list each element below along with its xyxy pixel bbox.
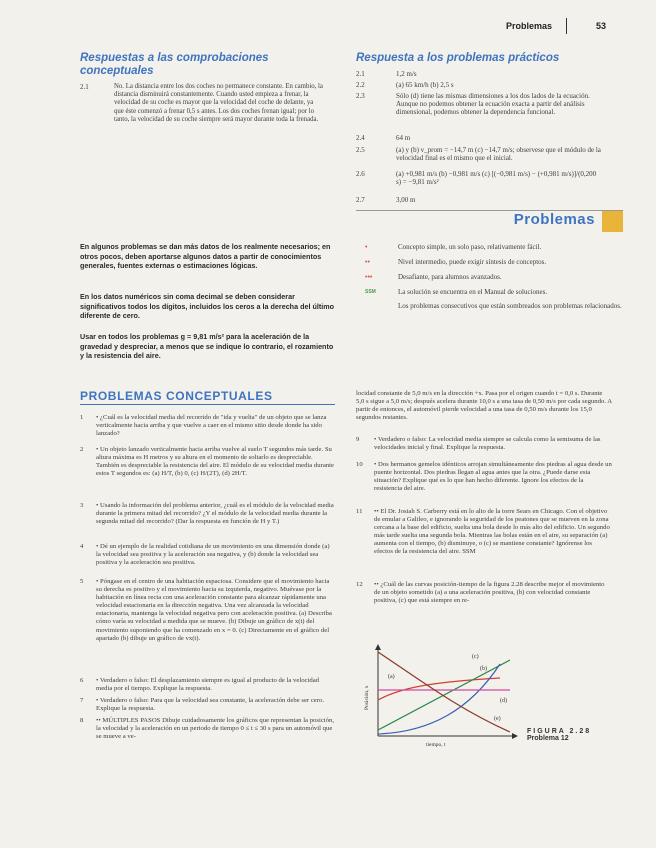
concept-answers-list <box>80 80 340 170</box>
figure-caption-label: FIGURA 2.28 <box>527 728 592 735</box>
page-number: 53 <box>596 21 607 31</box>
problem-item: 2 • Un objeto lanzado verticalmente hacia arriba vuelve al suelo T segundos más tarde. Su altura máxima es H metros y su altura en el momento de soltarlo es despreciable. También es despreciable la resistencia del aire. El módulo de su velocidad media durante estos T segundos es: (a) H/T, (b) 0, (c) H/(2T), (d) 2H/T. <box>80 446 334 478</box>
curve-label-c: (c) <box>472 654 479 660</box>
problems-banner-title: Problemas <box>513 211 595 228</box>
problem-item: 6 • Verdadero o falso: El desplazamiento siempre es igual al producto de la velocidad media por el tiempo. Explique la respuesta. <box>80 677 320 693</box>
concept-answer-number: 2.1 <box>80 83 89 91</box>
header-divider <box>566 18 567 34</box>
curve-label-e: (e) <box>494 716 501 722</box>
concept-answers-title <box>80 52 340 78</box>
difficulty-dot-icon: • <box>365 243 368 251</box>
intro-paragraph-3: Usar en todos los problemas g = 9,81 m/s² para la aceleración de la gravedad y despreciar, a menos que se indique lo contrario, el rozamiento y la resistencia del aire. <box>80 332 334 361</box>
ssm-badge-icon: SSM <box>365 289 376 295</box>
running-header-section: Problemas <box>506 21 553 31</box>
intro-paragraph-1: En algunos problemas se dan más datos de los realmente necesarios; en otros pocos, deben aportarse algunos datos a partir de conocimientos generales, fuentes externas o estimaciones lógicas. <box>80 242 331 271</box>
figure-caption-text: Problema 12 <box>527 735 569 742</box>
difficulty-dot-icon: ••• <box>365 273 373 281</box>
conceptual-problems-heading: PROBLEMAS CONCEPTUALES <box>80 389 273 403</box>
concept-answers-title-line1: Respuestas a las comprobaciones <box>80 52 269 64</box>
practice-answers-title: Respuesta a los problemas prácticos <box>356 52 560 64</box>
problem-item: 4 • Dé un ejemplo de la realidad cotidiana de un movimiento en una dimensión donde (a) la velocidad sea positiva y la aceleración sea negativa, y (b) donde la velocidad sea positiva y la aceleración sea positiva. <box>80 543 330 567</box>
difficulty-dot-icon: •• <box>365 258 370 266</box>
banner-accent-block <box>602 211 623 232</box>
textbook-page: Problemas 53 Respuestas a las comprobaciones conceptuales 2.1 No. La distancia entre los dos coches no permanece constante. En cambio, la distancia disminuirá constantemente. Cuando usted empieza a frenar, la velocidad de su coche es mayor que la velocidad del coche de delante, ya que éste comenzó a frenar 0,5 s antes. Los dos coches frenan igual; por lo tanto, la velocidad de su coche siempre será mayor durante toda la frenada. Respuesta a los problemas prácticos 2.1 1,2 m/s 2.2 (a) 65 km/h (b) 2,5 s 2.3 Sólo (d) tiene las mismas dimensiones a los dos lados de la ecuación. Aunque no podemos obtener la ecuación exacta a partir del análisis dimensional, podemos obtener la dependencia funcional. 2.4 64 m 2.5 (a) y (b) v_prom = −14,7 m (c) −14,7 m/s; observese que el módulo de la velocidad final es el mismo que el inicial. 2.6 (a) +0,981 m/s (b) −0,981 m/s (c) [(−0,981 m/s) − (+0,981 m/s)]/(0,200 s) = −9,81 m/s² 2.7 3,00 m Problemas En algunos problemas se dan más datos de los realmente necesarios; en otros pocos, deben aportarse algunos datos a partir de conocimientos generales, fuentes externas o estimaciones lógicas. En los datos numéricos sin coma decimal se deben considerar significativos todos los dígitos, incluidos los ceros a la derecha del último diferente de cero. Usar en todos los problemas g = 9,81 m/s² para la aceleración de la gravedad y despreciar, a menos que se indique lo contrario, el rozamiento y la resistencia del aire. • Concepto simple, un solo paso, relativamente fácil. •• Nivel intermedio, puede exigir síntesis de conceptos. ••• Desafiante, para alumnos avanzados. SSM La solución se encuentra en el Manual de soluciones. Los problemas consecutivos que están sombreados son problemas relacionados. PROBLEMAS CONCEPTUALES 1 • ¿Cuál es la velocidad media del recorrido de "ida y vuelta" de un objeto que se lanza verticalmente hacia arriba y que vuelve a caer en el mismo sitio desde donde ha sido lanzado? 2 • Un objeto lanzado verticalmente hacia arriba vuelve al suelo T segundos más tarde. Su altura máxima es H metros y su altura en el momento de soltarlo es despreciable. También es despreciable la resistencia del aire. El módulo de su velocidad media durante estos T segundos es: (a) H/T, (b) 0, (c) H/(2T), (d) 2H/T. 3 • Usando la información del problema anterior, ¿cuál es el módulo de la velocidad media durante la primera mitad del recorrido? ¿Y el módulo de la velocidad media durante la segunda mitad del recorrido? (Dar la respuesta en función de H y T.) 4 • Dé un ejemplo de la realidad cotidiana de un movimiento en una dimensión donde (a) la velocidad sea positiva y la aceleración sea negativa, y (b) donde la velocidad sea positiva y la aceleración sea positiva. 5 • Póngase en el centro de una habitación espaciosa. Considere que el movimiento hacia su derecha es positivo y el movimiento hacia su izquierda, negativo. Muévase por la habitación en línea recta con una aceleración constante para alcanzar rápidamente una velocidad estacionaria en la dirección negativa. Una vez alcanzada la velocidad estacionaria, mantenga la velocidad negativa pero con aceleración positiva. (a) Describa cómo varía su velocidad a medida que se mueve. (b) Dibuje un gráfico de x(t) del movimiento suponiendo que ha comenzado en x = 0. (c) Directamente en el gráfico del apartado (b) dibuje un gráfico de vx(t). 6 • Verdadero o falso: El desplazamiento siempre es igual al producto de la velocidad media por el tiempo. Explique la respuesta. 7 • Verdadero o falso: Para que la velocidad sea constante, la aceleración debe ser cero. Explique la respuesta. 8 •• MÚLTIPLES PASOS Dibuje cuidadosamente los gráficos que representan la posición, la velocidad y la aceleración en un periodo de tiempo 0 ≤ t ≤ 30 s para un automóvil que se mueve a ve- locidad constante de 5,0 m/s en la dirección +x. Pasa por el origen cuando t = 0,0 s. Durante 5,0 s sigue a 5,0 m/s; después acelera durante 10,0 s a una tasa de 0,50 m/s por cada segundo. A partir de entonces, el automóvil pierde velocidad a una tasa de 0,50 m/s durante los 15,0 segundos restantes. 9 • Verdadero o falso: La velocidad media siempre se calcula como la semisuma de las velocidades inicial y final. Explique la respuesta. 10 • Dos hermanos gemelos idénticos arrojan simultáneamente dos piedras al agua desde un puente horizontal. Dos piedras llegan al agua antes que la otra. ¿Puede darse esta situación? Explique qué es lo que han hecho diferente. Ignore los efectos de la resistencia del aire. 11 •• El Dr. Josiah S. Carberry está en lo alto de la torre Sears en Chicago. Con el objetivo de emular a Galileo, e ignorando la seguridad de los peatones que se mueven en la zona cercana a la base del edificio, suelta una bola desde lo más alto del edificio. Un segundo más tarde suelta una segunda bola. Mientras las bolas están en el aire, su separación (a) aumenta con el tiempo, (b) disminuye, o (c) se mantiene constante? Ignórense los efectos de la resistencia del aire. SSM 12 •• ¿Cuál de las curvas posición-tiempo de la figura 2.28 describe mejor el movimiento de un objeto sometido (a) a una aceleración positiva, (b) con velocidad constante positiva, (c) que está siempre en re- (a) (b) (c) (d) (e) Posición, x tiempo, t FIGURA 2.28 Problema 12 <box>0 0 656 848</box>
curve-label-b: (b) <box>480 666 487 672</box>
figure-caption <box>527 728 591 742</box>
curve-label-d: (d) <box>500 698 507 704</box>
curve-a <box>378 678 500 700</box>
x-axis-arrow-icon <box>512 733 518 739</box>
x-axis-label: tiempo, t <box>426 742 446 748</box>
curve-b <box>378 660 510 730</box>
problem-item: 9 • Verdadero o falso: La velocidad media siempre se calcula como la semisuma de las velocidades inicial y final. Explique la respuesta. <box>356 436 601 452</box>
problem-item: 12 •• ¿Cuál de las curvas posición-tiempo de la figura 2.28 describe mejor el movimiento de un objeto sometido (a) a una aceleración positiva, (b) con velocidad constante positiva, (c) que está siempre en re- <box>356 581 605 605</box>
heading-rule <box>80 404 335 405</box>
problem-item: 7 • Verdadero o falso: Para que la velocidad sea constante, la aceleración debe ser cero. Explique la respuesta. <box>80 697 324 713</box>
problem-item: 1 • ¿Cuál es la velocidad media del recorrido de "ida y vuelta" de un objeto que se lanza verticalmente hacia arriba y que vuelve a caer en el mismo sitio desde donde ha sido lanzado? <box>80 414 327 438</box>
curve-label-a: (a) <box>388 674 395 680</box>
problem-item: 11 •• El Dr. Josiah S. Carberry está en lo alto de la torre Sears en Chicago. Con el objetivo de emular a Galileo, e ignorando la seguridad de los peatones que se mueven en la zona cercana a la base del edificio, suelta una bola desde lo más alto del edificio. Un segundo más tarde suelta una segunda bola. Mientras las bolas están en el aire, su separación (a) aumenta con el tiempo, (b) disminuye, o (c) se mantiene constante? Ignórense los efectos de la resistencia del aire. SSM <box>356 508 610 556</box>
concept-answer-text: No. La distancia entre los dos coches no permanece constante. En cambio, la distancia disminuirá constantemente. Cuando usted empieza a frenar, la velocidad de su coche es mayor que la velocidad del coche de delante, ya que éste comenzó a frenar 0,5 s antes. Los dos coches frenan igual; por lo tanto, la velocidad de su coche siempre será mayor durante toda la frenada. <box>114 83 323 123</box>
problem-item: locidad constante de 5,0 m/s en la dirección +x. Pasa por el origen cuando t = 0,0 s. Durante 5,0 s sigue a 5,0 m/s; después acelera durante 10,0 s a una tasa de 0,50 m/s por cada segundo. A partir de entonces, el automóvil pierde velocidad a una tasa de 0,50 m/s durante los 15,0 segundos restantes. <box>356 390 612 422</box>
problem-item: 5 • Póngase en el centro de una habitación espaciosa. Considere que el movimiento hacia su derecha es positivo y el movimiento hacia su izquierda, negativo. Muévase por la habitación en línea recta con una aceleración constante para alcanzar rápidamente una velocidad estacionaria en la dirección negativa. Una vez alcanzada la velocidad estacionaria, mantenga la velocidad negativa pero con aceleración positiva. (a) Describa cómo varía su velocidad a medida que se mueve. (b) Dibuje un gráfico de x(t) del movimiento suponiendo que ha comenzado en x = 0. (c) Directamente en el gráfico del apartado (b) dibuje un gráfico de vx(t). <box>80 578 332 642</box>
problems-banner <box>356 210 623 232</box>
problem-item: 3 • Usando la información del problema anterior, ¿cuál es el módulo de la velocidad media durante la primera mitad del recorrido? ¿Y el módulo de la velocidad media durante la segunda mitad del recorrido? (Dar la respuesta en función de H y T.) <box>80 502 334 526</box>
y-axis-label: Posición, x <box>364 685 370 710</box>
problem-item: 8 •• MÚLTIPLES PASOS Dibuje cuidadosamente los gráficos que representan la posición, la velocidad y la aceleración en un periodo de tiempo 0 ≤ t ≤ 30 s para un automóvil que se mueve a ve- <box>80 717 335 741</box>
figure-2-28-graph <box>360 640 520 752</box>
problem-item: 10 • Dos hermanos gemelos idénticos arrojan simultáneamente dos piedras al agua desde un puente horizontal. Dos piedras llegan al agua antes que la otra. ¿Puede darse esta situación? Explique qué es lo que han hecho diferente. Ignore los efectos de la resistencia del aire. <box>356 461 612 493</box>
intro-paragraph-2: En los datos numéricos sin coma decimal se deben considerar significativos todos los dígitos, incluidos los ceros a la derecha del último diferente de cero. <box>80 292 335 321</box>
practice-answers-list: 2.1 1,2 m/s 2.2 (a) 65 km/h (b) 2,5 s 2.3 Sólo (d) tiene las mismas dimensiones a los dos lados de la ecuación. Aunque no podemos obtener la ecuación exacta a partir del análisis dimensional, podemos obtener la dependencia funcional. 2.4 64 m 2.5 (a) y (b) v_prom = −14,7 m (c) −14,7 m/s; observese que el módulo de la velocidad final es el mismo que el inicial. 2.6 (a) +0,981 m/s (b) −0,981 m/s (c) [(−0,981 m/s) − (+0,981 m/s)]/(0,200 s) = −9,81 m/s² 2.7 3,00 m <box>356 70 601 204</box>
y-axis-arrow-icon <box>375 644 381 650</box>
concept-answers-title-line2: conceptuales <box>80 65 154 77</box>
